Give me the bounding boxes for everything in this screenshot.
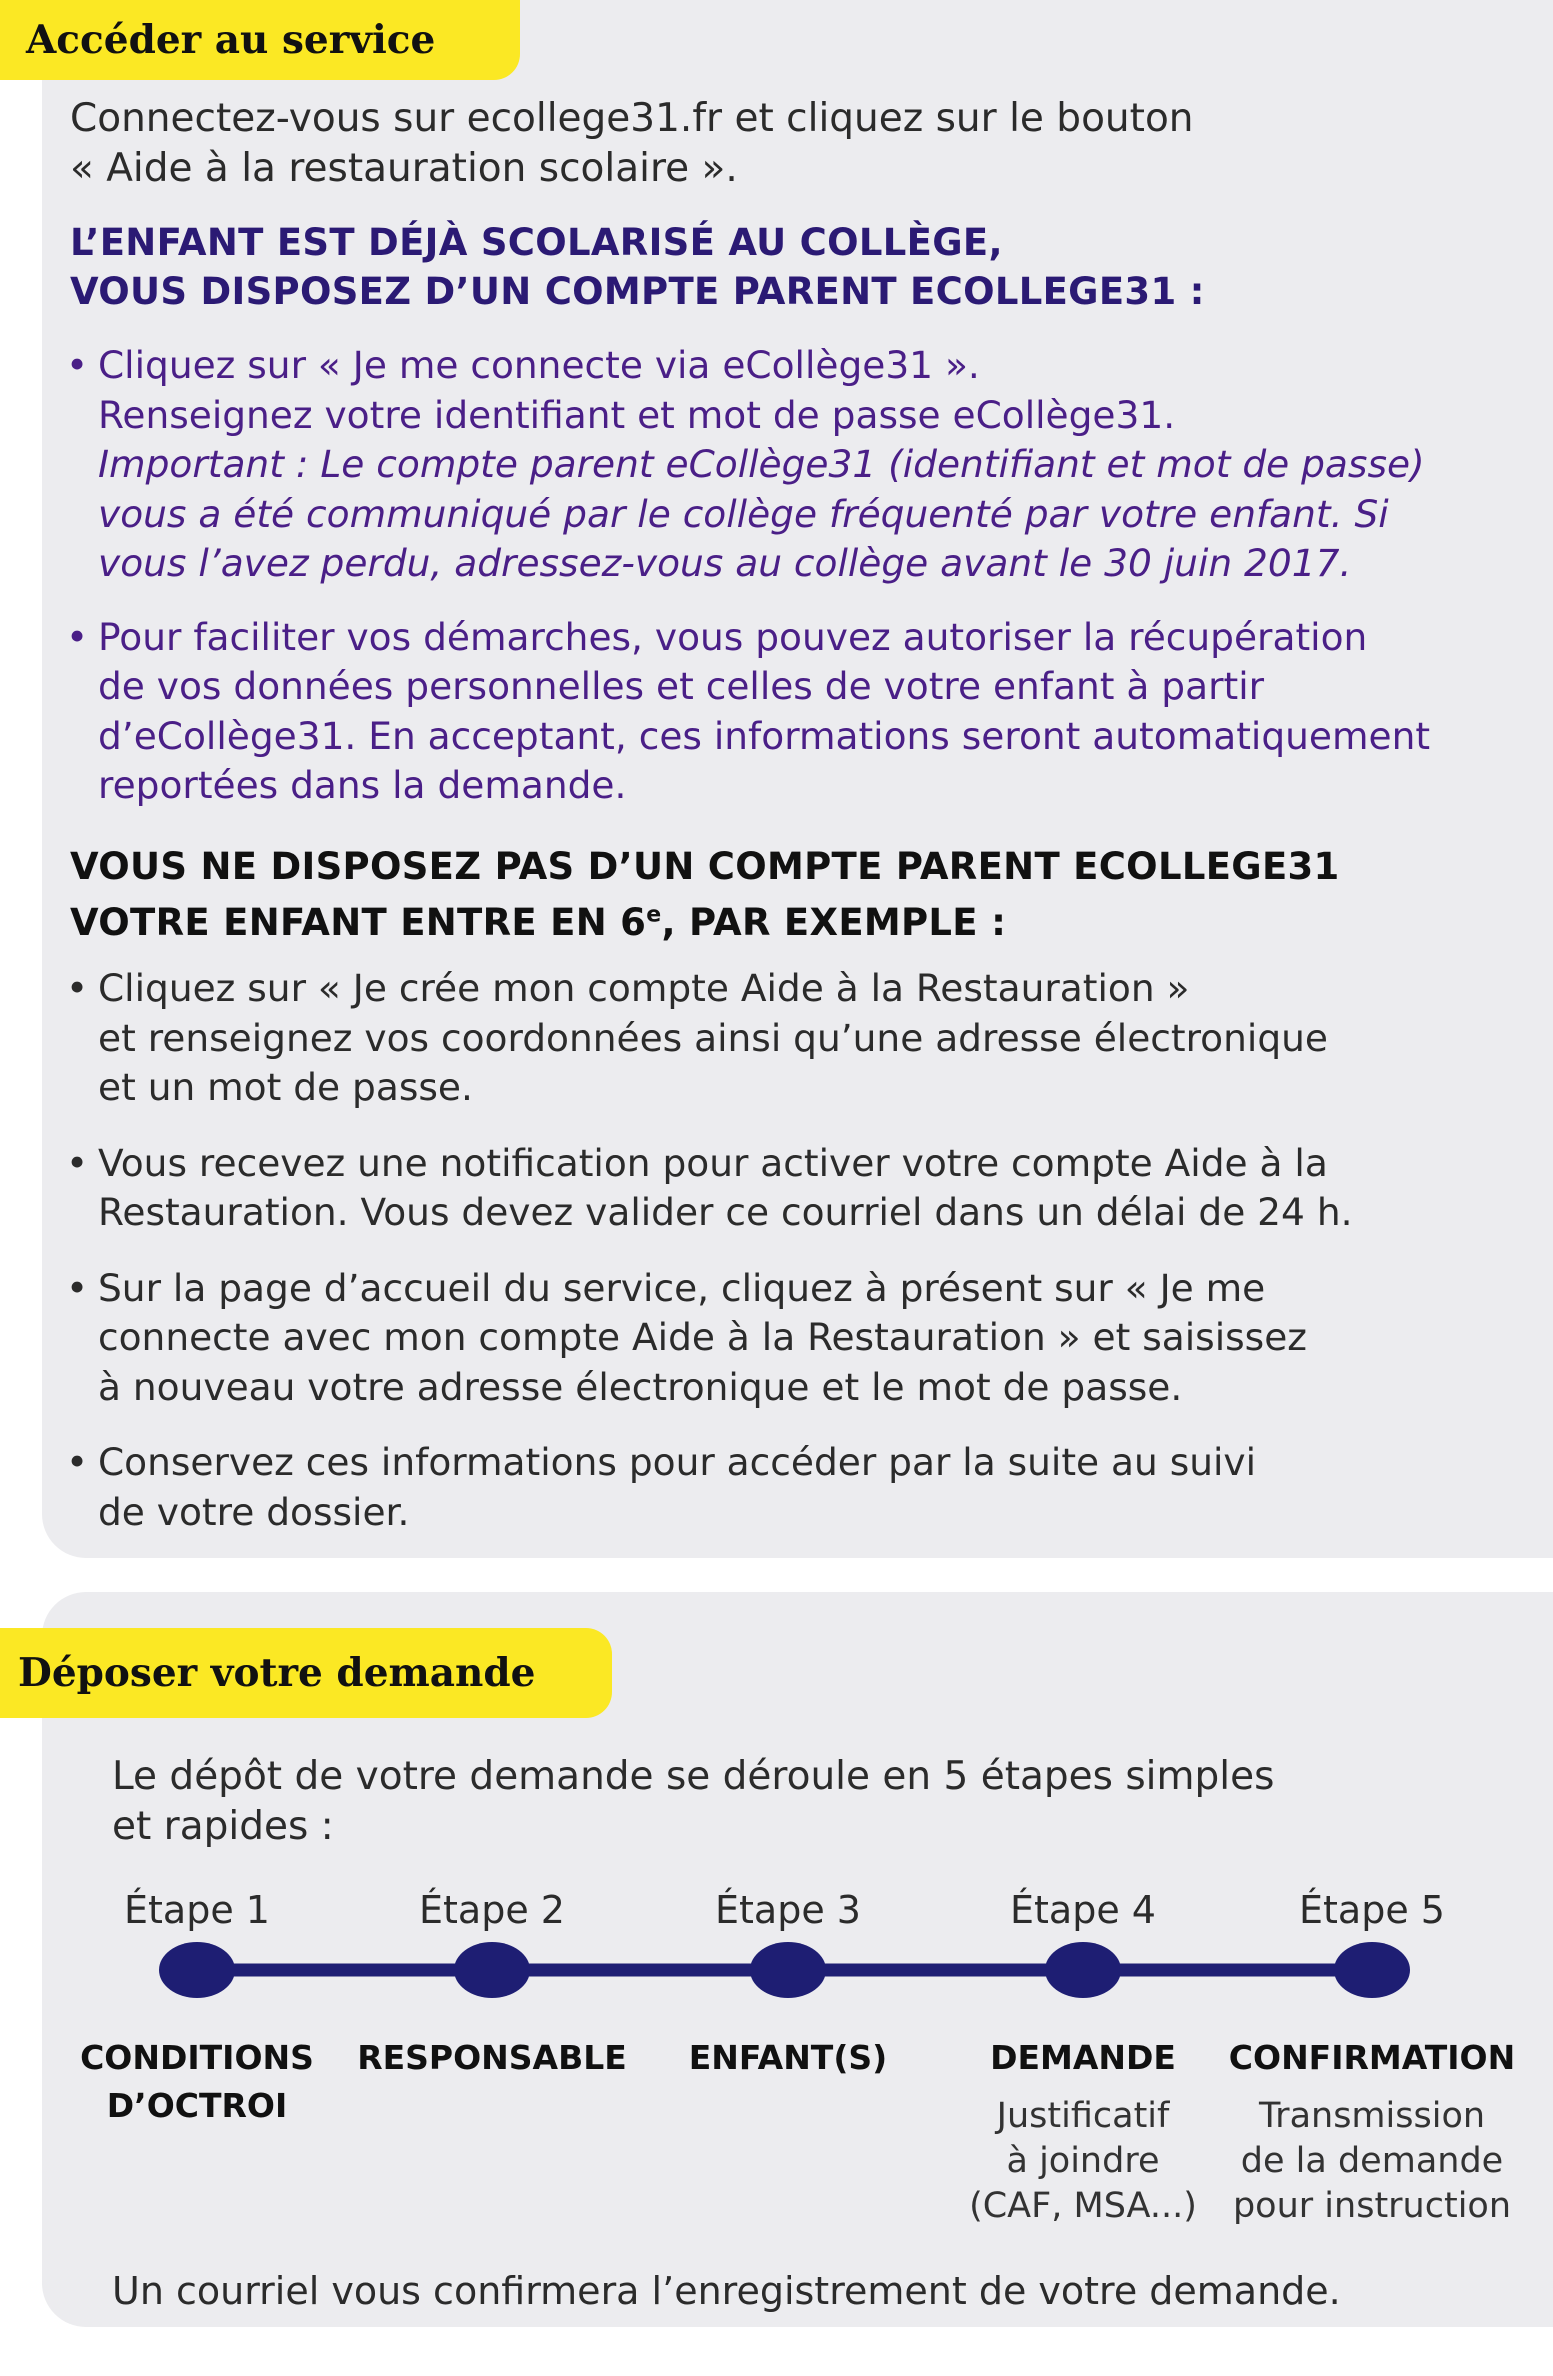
bullet-text: Pour faciliter vos démarches, vous pouvez autoriser la récupération [98, 614, 1368, 659]
important-note: vous l’avez perdu, adressez-vous au collège avant le 30 juin 2017. [98, 541, 1352, 585]
step-description [1227, 2094, 1517, 2229]
step-title-line: D’OCTROI [106, 2086, 288, 2125]
list-item [66, 1264, 1546, 1413]
step-title [347, 2034, 637, 2082]
step-description-line: Justificatif [996, 2096, 1170, 2136]
step-description-line: pour instruction [1232, 2186, 1512, 2226]
bullet-text: de votre dossier. [98, 1489, 410, 1534]
bullet-text: Conservez ces informations pour accéder par la suite au suivi [98, 1440, 1257, 1484]
steps-intro-line-1: Le dépôt de votre demande se déroule en 5 étapes simples [112, 1754, 1275, 1799]
step-title-line: DEMANDE [990, 2038, 1176, 2077]
step-title [938, 2034, 1228, 2082]
heading-no-account-line-1: VOUS NE DISPOSEZ PAS D’UN COMPTE PARENT ECOLLEGE31 [70, 845, 1340, 888]
section-title-text: Accéder au service [26, 17, 436, 63]
step-title-line: RESPONSABLE [357, 2038, 627, 2077]
important-note: Important : Le compte parent eCollège31 (identifiant et mot de passe) [98, 442, 1425, 486]
section-title-access-service [0, 0, 520, 80]
footer-text: Un courriel vous confirmera l’enregistrement de votre demande. [112, 2269, 1341, 2313]
bullet-text: à nouveau votre adresse électronique et le mot de passe. [98, 1364, 1183, 1409]
heading-text: VOTRE ENFANT ENTRE EN 6 [70, 901, 647, 945]
step-label: Étape 2 [419, 1888, 565, 1932]
heading-existing-account [70, 218, 1205, 316]
intro-line-2: « Aide à la restauration scolaire ». [70, 145, 738, 191]
bullet-text: Cliquez sur « Je me connecte via eCollège31 ». [98, 343, 980, 387]
bullet-text: Vous recevez une notification pour activer votre compte Aide à la [98, 1140, 1328, 1185]
bullet-text: connecte avec mon compte Aide à la Restauration » et saisissez [98, 1315, 1307, 1359]
bullet-text: d’eCollège31. En acceptant, ces informations seront automatiquement [98, 713, 1431, 758]
bullet-text: et un mot de passe. [98, 1065, 473, 1109]
step-description [938, 2094, 1228, 2229]
section-title-text: Déposer votre demande [18, 1650, 536, 1696]
step-title [1227, 2034, 1517, 2082]
intro-line-1: Connectez-vous sur ecollege31.fr et cliquez sur le bouton [70, 96, 1194, 141]
bullet-text: et renseignez vos coordonnées ainsi qu’une adresse électronique [98, 1015, 1328, 1060]
bullet-text: reportées dans la demande. [98, 763, 627, 807]
bullet-text: Cliquez sur « Je crée mon compte Aide à la Restauration » [98, 966, 1190, 1010]
section-title-submit-request [0, 1628, 612, 1718]
step-title [643, 2034, 933, 2082]
step-description-line: de la demande [1240, 2141, 1504, 2181]
list-item [66, 964, 1546, 1113]
list-item [66, 1438, 1546, 1537]
step-description-line: Transmission [1258, 2096, 1486, 2136]
important-note: vous a été communiqué par le collège fréquenté par votre enfant. Si [98, 491, 1389, 536]
bullet-text: de vos données personnelles et celles de votre enfant à partir [98, 664, 1265, 708]
existing-account-steps [66, 341, 1546, 811]
step-label: Étape 3 [715, 1888, 861, 1932]
intro-paragraph [70, 94, 1470, 193]
heading-existing-line-2: VOUS DISPOSEZ D’UN COMPTE PARENT ECOLLEGE31 : [70, 270, 1205, 313]
step-title [52, 2034, 342, 2130]
steps-intro [112, 1752, 1492, 1851]
list-item [66, 341, 1546, 589]
no-account-steps [66, 964, 1546, 1537]
step-description-line: (CAF, MSA...) [969, 2186, 1197, 2226]
list-item [66, 613, 1546, 811]
step-label: Étape 4 [1010, 1888, 1156, 1932]
superscript: e [646, 903, 662, 928]
bullet-text: Renseignez votre identifiant et mot de passe eCollège31. [98, 392, 1176, 437]
step-label: Étape 1 [124, 1888, 270, 1932]
heading-no-account-line-2 [70, 901, 1006, 944]
bullet-text: Sur la page d’accueil du service, cliquez à présent sur « Je me [98, 1265, 1266, 1310]
confirmation-footer [112, 2267, 1532, 2317]
bullet-text: Restauration. Vous devez valider ce courriel dans un délai de 24 h. [98, 1190, 1353, 1234]
steps-intro-line-2: et rapides : [112, 1803, 334, 1849]
step-label: Étape 5 [1299, 1888, 1445, 1932]
list-item [66, 1139, 1546, 1238]
step-title-line: CONDITIONS [80, 2038, 314, 2077]
heading-existing-line-1: L’ENFANT EST DÉJÀ SCOLARISÉ AU COLLÈGE, [70, 221, 1003, 264]
step-title-line: CONFIRMATION [1228, 2038, 1516, 2077]
step-title-line: ENFANT(S) [688, 2038, 888, 2077]
heading-text: , PAR EXEMPLE : [661, 901, 1007, 945]
step-description-line: à joindre [1006, 2141, 1160, 2181]
heading-no-account [70, 842, 1340, 947]
